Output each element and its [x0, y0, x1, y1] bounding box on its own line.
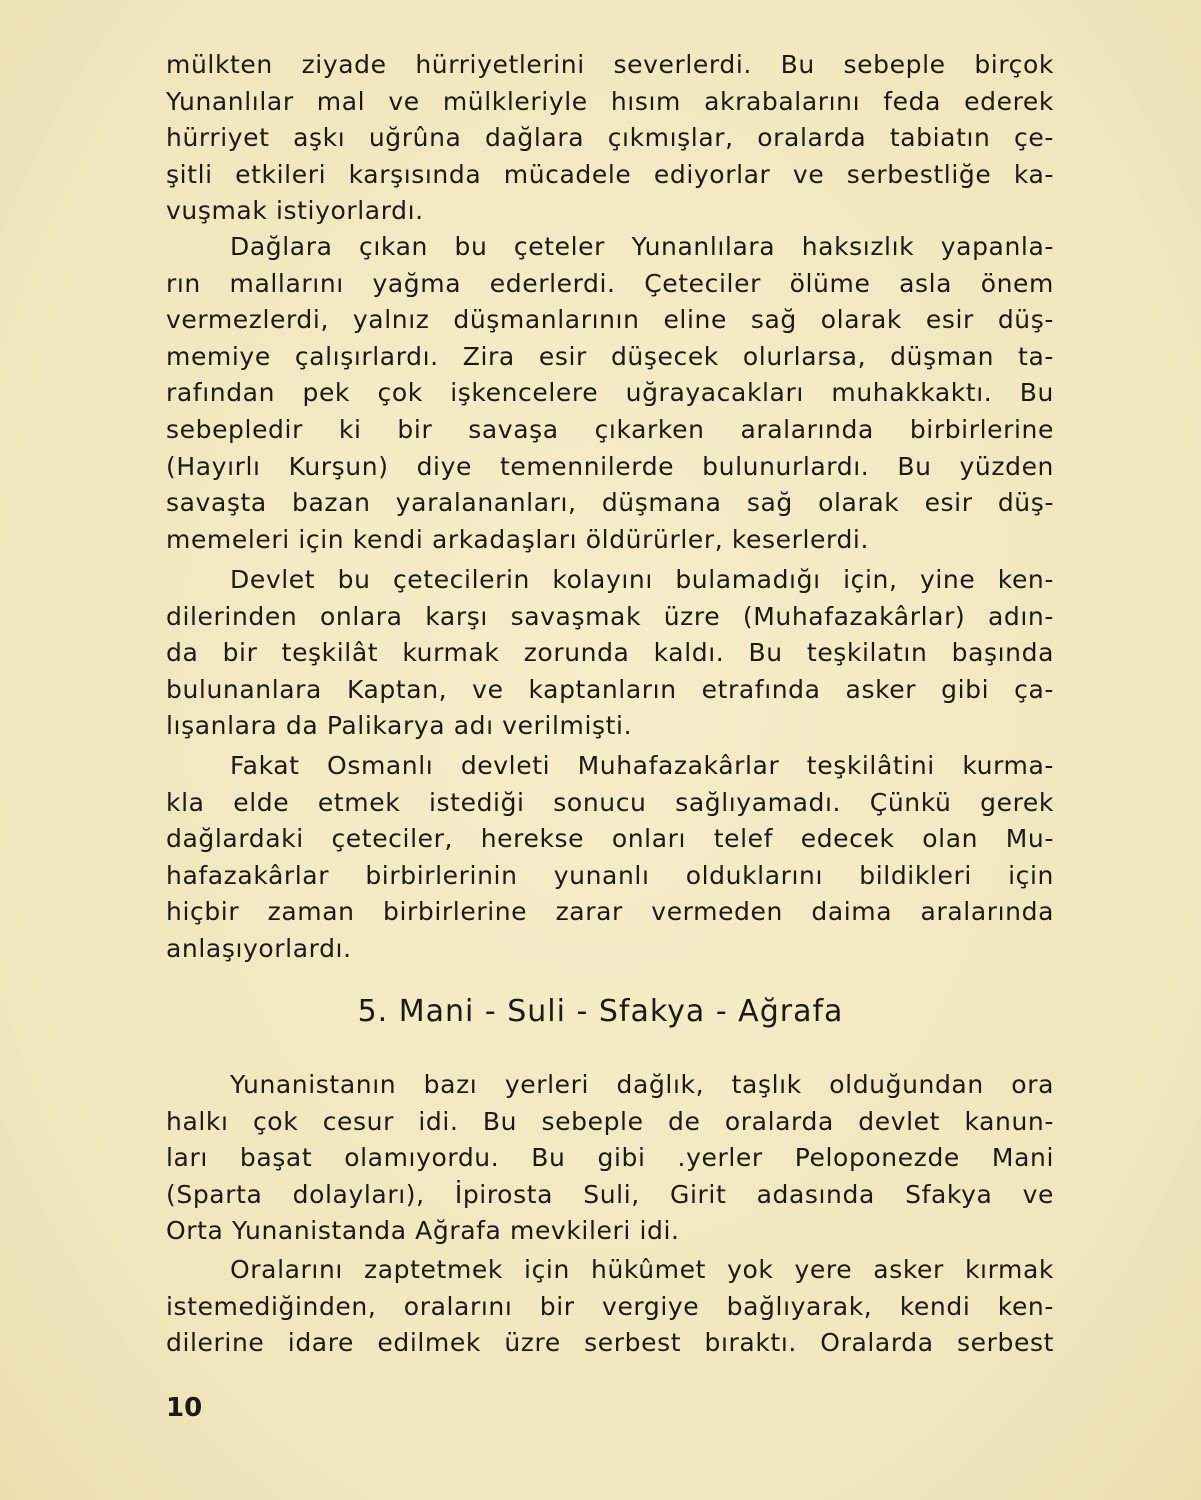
text-line: şitli etkileri karşısında mücadele ediyorlar ve serbestliğe ka-: [166, 159, 1054, 189]
text-line: da bir teşkilât kurmak zorunda kaldı. Bu teşkilatın başında: [166, 638, 1054, 668]
text-line: ları başat olamıyordu. Bu gibi .yerler Peloponezde Mani: [166, 1143, 1054, 1173]
text-line: Dağlara çıkan bu çeteler Yunanlılara haksızlık yapanla-: [230, 232, 1054, 261]
text-line: hafazakârlar birbirlerinin yunanlı olduklarını bildikleri için: [166, 860, 1054, 890]
text-line: halkı çok cesur idi. Bu sebeple de oralarda devlet kanun-: [166, 1106, 1054, 1136]
text-line: vuşmak istiyorlardı.: [166, 196, 424, 226]
text-line: Yunanlılar mal ve mülkleriyle hısım akrabalarını feda ederek: [166, 86, 1054, 116]
text-line: rın mallarını yağma ederlerdi. Çeteciler ölüme asla önem: [166, 268, 1054, 298]
text-line: lışanlara da Palikarya adı verilmişti.: [166, 711, 633, 741]
text-line: hürriyet aşkı uğrûna dağlara çıkmışlar, oralarda tabiatın çe-: [166, 123, 1054, 153]
text-line: dilerinden onlara karşı savaşmak üzre (Muhafazakârlar) adın-: [166, 601, 1054, 631]
text-line: bulunanlara Kaptan, ve kaptanların etrafında asker gibi ça-: [166, 674, 1054, 704]
text-line: Devlet bu çetecilerin kolayını bulamadığı için, yine ken-: [230, 565, 1054, 594]
text-line: (Hayırlı Kurşun) diye temennilerde bulunurlardı. Bu yüzden: [166, 451, 1054, 481]
text-line: dilerine idare edilmek üzre serbest bıraktı. Oralarda serbest: [166, 1328, 1054, 1358]
text-line: anlaşıyorlardı.: [166, 933, 352, 963]
text-line: memeleri için kendi arkadaşları öldürürler, keserlerdi.: [166, 524, 870, 554]
text-line: sebepledir ki bir savaşa çıkarken aralarında birbirlerine: [166, 414, 1054, 444]
text-line: Yunanistanın bazı yerleri dağlık, taşlık olduğundan ora: [230, 1070, 1054, 1099]
paragraph-5: [166, 1067, 1054, 1250]
paragraph-1: [166, 47, 1054, 230]
text-line: mülkten ziyade hürriyetlerini severlerdi. Bu sebeple birçok: [166, 50, 1054, 79]
text-line: Fakat Osmanlı devleti Muhafazakârlar teşkilâtini kurma-: [230, 751, 1054, 780]
paragraph-6: [166, 1252, 1054, 1362]
text-line: memiye çalışırlardı. Zira esir düşecek olurlarsa, düşman ta-: [166, 341, 1054, 371]
paragraph-3: [166, 562, 1054, 745]
paragraph-4: [166, 748, 1054, 968]
section-heading: 5. Mani - Suli - Sfakya - Ağrafa: [357, 994, 844, 1029]
text-line: dağlardaki çeteciler, herekse onları telef edecek olan Mu-: [166, 824, 1054, 854]
text-line: hiçbir zaman birbirlerine zarar vermeden daima aralarında: [166, 897, 1054, 927]
page-number: 10: [166, 1393, 203, 1423]
text-line: rafından pek çok işkencelere uğrayacakları muhakkaktı. Bu: [166, 378, 1054, 408]
text-line: Orta Yunanistanda Ağrafa mevkileri idi.: [166, 1216, 680, 1246]
text-line: vermezlerdi, yalnız düşmanlarının eline sağ olarak esir düş-: [166, 305, 1054, 335]
text-line: savaşta bazan yaralananları, düşmana sağ olarak esir düş-: [166, 488, 1054, 518]
text-line: (Sparta dolayları), İpirosta Suli, Girit adasında Sfakya ve: [166, 1179, 1054, 1209]
text-line: Oralarını zaptetmek için hükûmet yok yere asker kırmak: [230, 1255, 1054, 1284]
paragraph-2: [166, 229, 1054, 558]
text-line: istemediğinden, oralarını bir vergiye bağlıyarak, kendi ken-: [166, 1291, 1054, 1321]
text-line: kla elde etmek istediği sonucu sağlıyamadı. Çünkü gerek: [166, 787, 1054, 817]
